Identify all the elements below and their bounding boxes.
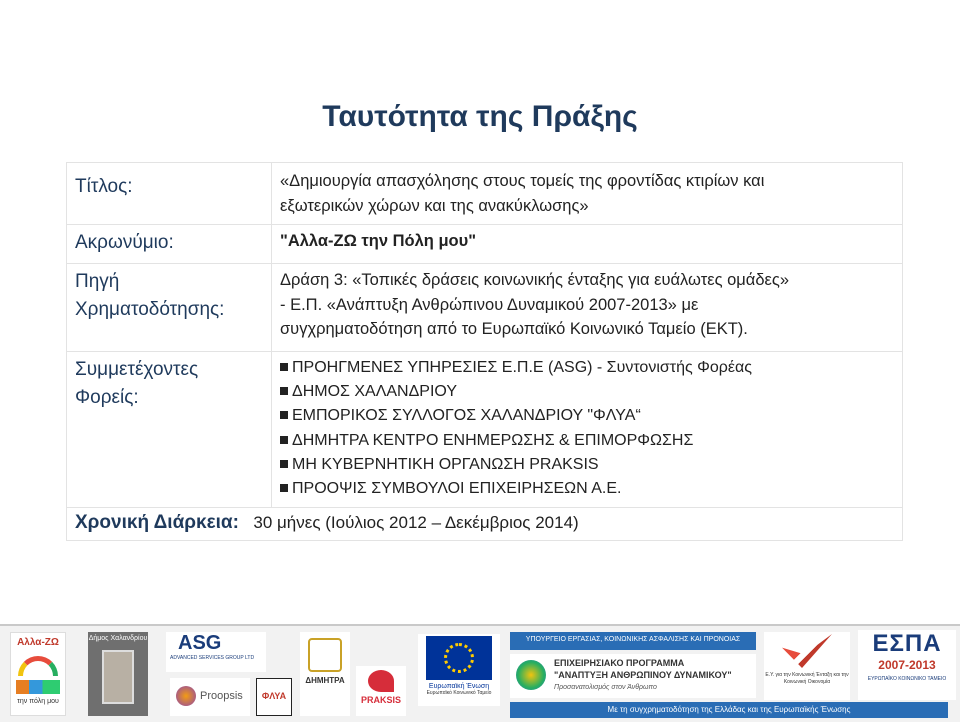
partners-label-line1: Συμμετέχοντες [75, 359, 199, 380]
asg-logo [166, 632, 266, 672]
funding-label [67, 264, 272, 352]
ey-text: Ε.Υ. για την Κοινωνική Ένταξη και την Κοινωνική Οικονομία [765, 672, 849, 685]
cofunding-text: Με τη συγχρηματοδότηση της Ελλάδας και της Ευρωπαϊκής Ένωσης [607, 705, 851, 714]
list-item [280, 356, 894, 380]
dimitra-mark-icon [308, 638, 342, 672]
funding-line2: - Ε.Π. «Ανάπτυξη Ανθρώπινου Δυναμικού 2007-2013» με [280, 295, 699, 314]
alla-zo-logo [10, 632, 66, 716]
flya-text: ΦΛΥΑ [261, 691, 287, 701]
bullet-icon [280, 411, 288, 419]
dimos-logo [88, 632, 148, 716]
list-item-text: ΠΡΟΗΓΜΕΝΕΣ ΥΠΗΡΕΣΙΕΣ Ε.Π.Ε (ASG) - Συντονιστής Φορέας [292, 359, 752, 376]
building-icon [102, 650, 134, 704]
houses-icon [16, 680, 60, 694]
proopsis-mark-icon [176, 686, 196, 706]
bullet-icon [280, 484, 288, 492]
asg-text: ASG [178, 632, 222, 654]
partners-label [67, 352, 272, 508]
eu-subtext: Ευρωπαϊκό Κοινωνικό Ταμείο [426, 690, 492, 696]
list-item-text: ΕΜΠΟΡΙΚΟΣ ΣΥΛΛΟΓΟΣ ΧΑΛΑΝΔΡΙΟΥ "ΦΛΥΑ“ [292, 407, 641, 425]
espa-fund-text: ΕΥΡΩΠΑΪΚΟ ΚΟΙΝΩΝΙΚΟ ΤΑΜΕΙΟ [867, 676, 947, 682]
row-title [67, 163, 903, 225]
funding-value [272, 264, 903, 352]
ministry-banner [510, 632, 756, 650]
bullet-icon [280, 460, 288, 468]
rainbow-icon [18, 656, 58, 676]
list-item-text: ΔΗΜΟΣ ΧΑΛΑΝΔΡΙΟΥ [292, 383, 458, 401]
title-value [272, 163, 903, 225]
alla-zo-subtext: την πόλη μου [17, 698, 59, 705]
programme-mark-icon [516, 660, 546, 690]
programme-line3: Προσανατολισμός στον Άνθρωπο [554, 684, 657, 691]
funding-line3: συγχρηματοδότηση από το Ευρωπαϊκό Κοινωνικό Ταμείο (ΕΚΤ). [280, 320, 748, 338]
praksis-mark-icon [368, 670, 394, 692]
funding-label-line2: Χρηματοδότησης: [75, 299, 225, 320]
list-item [280, 380, 894, 404]
bullet-icon [280, 387, 288, 395]
acronym-label: Ακρωνύμιο: [67, 225, 272, 264]
title-line2: εξωτερικών χώρων και της ανακύκλωσης» [280, 196, 589, 215]
funding-label-line1: Πηγή [75, 271, 120, 292]
programme-logo [510, 654, 756, 698]
duration-cell [67, 508, 903, 541]
programme-line2: "ΑΝΑΠΤΥΞΗ ΑΝΘΡΩΠΙΝΟΥ ΔΥΝΑΜΙΚΟΥ" [554, 670, 732, 680]
list-item [280, 477, 894, 501]
dimitra-logo [300, 632, 350, 716]
list-item-text: ΠΡΟΟΨΙΣ ΣΥΜΒΟΥΛΟΙ ΕΠΙΧΕΙΡΗΣΕΩΝ Α.Ε. [292, 480, 622, 498]
row-partners [67, 352, 903, 508]
espa-text: ΕΣΠΑ [872, 630, 942, 657]
partners-label-line2: Φορείς: [75, 387, 139, 408]
eu-text: Ευρωπαϊκή Ένωση [428, 683, 490, 690]
title-label: Τίτλος: [67, 163, 272, 225]
dimos-text: Δήμος Χαλανδρίου [88, 635, 148, 642]
slide-title: Ταυτότητα της Πράξης [322, 100, 638, 133]
bullet-icon [280, 363, 288, 371]
dimitra-text: ΔΗΜΗΤΡΑ [305, 676, 345, 685]
list-item-text: ΔΗΜΗΤΡΑ ΚΕΝΤΡΟ ΕΝΗΜΕΡΩΣΗΣ & ΕΠΙΜΟΡΦΩΣΗΣ [292, 431, 694, 449]
praksis-text: PRAKSIS [360, 695, 401, 705]
asg-subtext: ADVANCED SERVICES GROUP LTD [170, 655, 255, 661]
cofunding-banner [510, 702, 948, 718]
eu-flag-icon [426, 636, 492, 680]
partners-list [280, 356, 894, 501]
list-item [280, 404, 894, 428]
programme-line1: ΕΠΙΧΕΙΡΗΣΙΑΚΟ ΠΡΟΓΡΑΜΜΑ [554, 658, 685, 668]
flya-logo [256, 678, 292, 716]
ey-mark-icon [782, 634, 832, 668]
proopsis-logo [170, 678, 250, 716]
row-funding [67, 264, 903, 352]
row-acronym [67, 225, 903, 264]
proopsis-text: Proopsis [200, 690, 243, 702]
praksis-logo [356, 666, 406, 716]
footer-logos [0, 624, 960, 722]
list-item [280, 453, 894, 477]
funding-line1: Δράση 3: «Τοπικές δράσεις κοινωνικής ένταξης για ευάλωτες ομάδες» [280, 271, 790, 289]
espa-logo [858, 630, 956, 700]
alla-zo-text: Αλλα-ΖΩ [17, 637, 59, 648]
info-table [66, 162, 903, 541]
eu-logo [418, 634, 500, 706]
list-item [280, 429, 894, 453]
ey-logo [764, 632, 850, 700]
espa-years: 2007-2013 [878, 658, 936, 672]
partners-value [272, 352, 903, 508]
bullet-icon [280, 436, 288, 444]
acronym-value: "Αλλα-ΖΩ την Πόλη μου" [272, 225, 903, 264]
title-line1: «Δημιουργία απασχόλησης στους τομείς της φροντίδας κτιρίων και [280, 172, 765, 190]
row-duration [67, 508, 903, 541]
duration-value: 30 μήνες (Ιούλιος 2012 – Δεκέμβριος 2014) [253, 513, 579, 533]
eu-stars-icon [444, 643, 474, 673]
duration-label: Χρονική Διάρκεια: [75, 512, 239, 534]
list-item-text: ΜΗ ΚΥΒΕΡΝΗΤΙΚΗ ΟΡΓΑΝΩΣΗ PRAKSIS [292, 455, 599, 473]
ministry-text: ΥΠΟΥΡΓΕΙΟ ΕΡΓΑΣΙΑΣ, ΚΟΙΝΩΝΙΚΗΣ ΑΣΦΑΛΙΣΗΣ ΚΑΙ ΠΡΟΝΟΙΑΣ [525, 636, 741, 643]
